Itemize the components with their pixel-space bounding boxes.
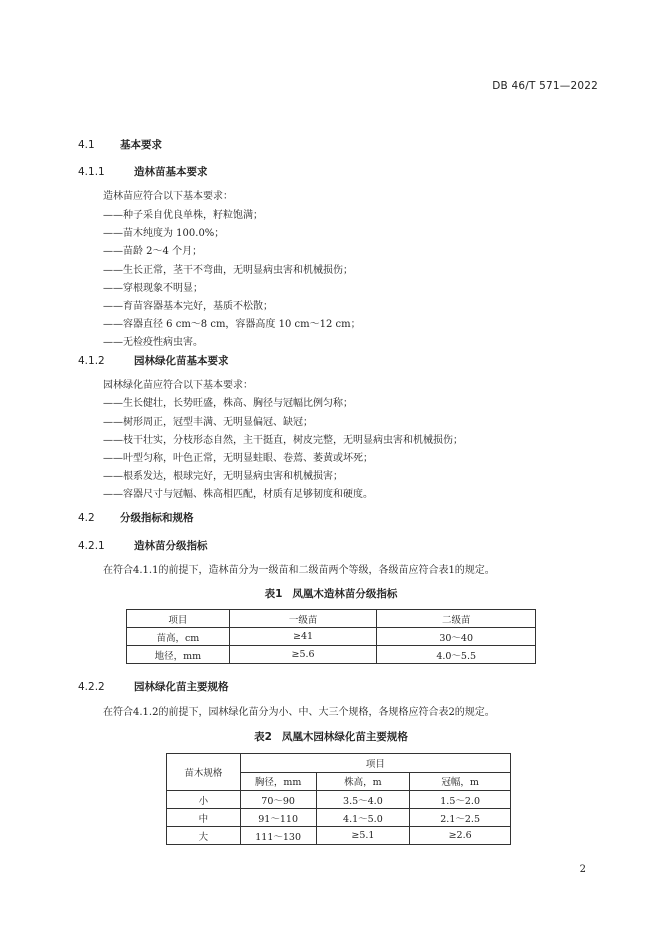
heading-4-2: 4.2 分级指标和规格 bbox=[78, 512, 194, 524]
table1-caption: 表1 凤凰木造林苗分级指标 bbox=[264, 588, 398, 600]
table-cell: 中 bbox=[167, 809, 241, 827]
list-item: ——容器直径 6 cm～8 cm，容器高度 10 cm～12 cm； bbox=[103, 319, 361, 330]
list-item: ——苗木纯度为 100.0%； bbox=[103, 228, 225, 239]
table1 bbox=[126, 609, 536, 664]
table-row bbox=[127, 628, 536, 646]
table-cell: 地径，mm bbox=[127, 646, 230, 664]
table-cell: 3.5～4.0 bbox=[316, 791, 410, 809]
table-header-row bbox=[167, 754, 511, 773]
table-group-header: 项目 bbox=[240, 754, 510, 773]
table-row bbox=[167, 827, 511, 845]
heading-4-2-1: 4.2.1 造林苗分级指标 bbox=[78, 540, 208, 552]
table-row bbox=[127, 646, 536, 664]
table-cell: ≥5.1 bbox=[316, 827, 410, 845]
heading-4-1: 4.1 基本要求 bbox=[78, 139, 162, 151]
table-cell: 4.1～5.0 bbox=[316, 809, 410, 827]
list-item: ——根系发达，根球完好，无明显病虫害和机械损害； bbox=[103, 471, 343, 482]
table-cell: 苗高，cm bbox=[127, 628, 230, 646]
paragraph-4-2-2: 在符合4.1.2的前提下，园林绿化苗分为小、中、大三个规格，各规格应符合表2的规定。 bbox=[103, 707, 495, 718]
list-item: ——生长正常，茎干不弯曲，无明显病虫害和机械损伤； bbox=[103, 265, 353, 276]
table-cell: 91～110 bbox=[240, 809, 316, 827]
list-item: ——种子采自优良单株，籽粒饱满； bbox=[103, 210, 263, 221]
table-header-cell: 项目 bbox=[127, 610, 230, 628]
table-row bbox=[167, 809, 511, 827]
heading-4-1-1: 4.1.1 造林苗基本要求 bbox=[78, 166, 208, 178]
table-corner-cell: 苗木规格 bbox=[167, 754, 241, 791]
paragraph-4-1-1-intro: 造林苗应符合以下基本要求： bbox=[103, 191, 233, 202]
list-item: ——无检疫性病虫害。 bbox=[103, 337, 203, 348]
table-cell: 小 bbox=[167, 791, 241, 809]
list-item: ——枝干壮实，分枝形态自然，主干挺直，树皮完整，无明显病虫害和机械损伤； bbox=[103, 435, 463, 446]
list-item: ——育苗容器基本完好，基质不松散； bbox=[103, 301, 273, 312]
document-code: DB 46/T 571—2022 bbox=[492, 80, 598, 92]
list-item: ——叶型匀称，叶色正常，无明显蛀眼、卷蔫、萎黄或坏死； bbox=[103, 453, 373, 464]
list-item: ——生长健壮，长势旺盛，株高、胸径与冠幅比例匀称； bbox=[103, 398, 353, 409]
list-item: ——树形周正，冠型丰满、无明显偏冠、缺冠； bbox=[103, 417, 313, 428]
list-item: ——苗龄 2～4 个月； bbox=[103, 246, 203, 257]
table-cell: 111～130 bbox=[240, 827, 316, 845]
table2-caption: 表2 凤凰木园林绿化苗主要规格 bbox=[254, 731, 408, 743]
paragraph-4-2-1: 在符合4.1.1的前提下，造林苗分为一级苗和二级苗两个等级，各级苗应符合表1的规定。 bbox=[103, 565, 495, 576]
table-header-cell: 二级苗 bbox=[377, 610, 536, 628]
table-header-cell: 胸径，mm bbox=[240, 772, 316, 791]
table2 bbox=[166, 753, 511, 845]
table-cell: 30～40 bbox=[377, 628, 536, 646]
table-cell: 70～90 bbox=[240, 791, 316, 809]
list-item: ——容器尺寸与冠幅、株高相匹配，材质有足够韧度和硬度。 bbox=[103, 489, 373, 500]
table-header-cell: 株高，m bbox=[316, 772, 410, 791]
heading-4-1-2: 4.1.2 园林绿化苗基本要求 bbox=[78, 355, 229, 367]
table-cell: 大 bbox=[167, 827, 241, 845]
paragraph-4-1-2-intro: 园林绿化苗应符合以下基本要求： bbox=[103, 380, 253, 391]
table-cell: ≥41 bbox=[229, 628, 377, 646]
table-header-row bbox=[127, 610, 536, 628]
heading-4-2-2: 4.2.2 园林绿化苗主要规格 bbox=[78, 681, 229, 693]
table-row bbox=[167, 791, 511, 809]
table-cell: 2.1～2.5 bbox=[410, 809, 511, 827]
page-number: 2 bbox=[579, 864, 586, 875]
table-cell: 4.0～5.5 bbox=[377, 646, 536, 664]
table-cell: ≥5.6 bbox=[229, 646, 377, 664]
table-header-cell: 一级苗 bbox=[229, 610, 377, 628]
table-cell: 1.5～2.0 bbox=[410, 791, 511, 809]
table-header-cell: 冠幅，m bbox=[410, 772, 511, 791]
list-item: ——穿根现象不明显； bbox=[103, 283, 203, 294]
table-cell: ≥2.6 bbox=[410, 827, 511, 845]
